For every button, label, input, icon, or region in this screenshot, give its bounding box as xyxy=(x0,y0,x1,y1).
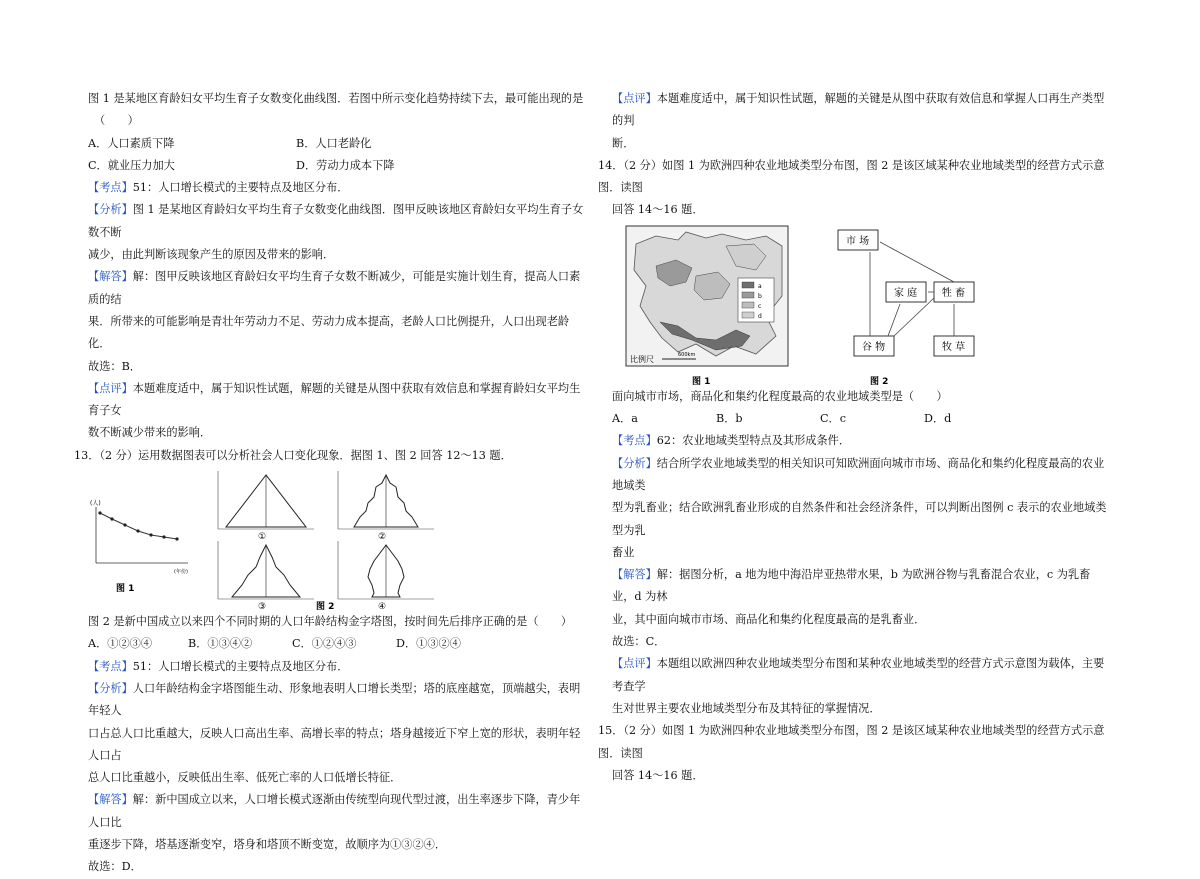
q14-fenxi xyxy=(612,453,1112,498)
q12-stem-paren: （ ） xyxy=(94,114,139,128)
q13-options xyxy=(88,633,588,655)
jieda-tag: 【解答】 xyxy=(612,568,657,582)
q14-stem: 14．（2 分）如图 1 为欧洲四种农业地域类型分布图，图 2 是该区域某种农业地域类型的经营方式示意图．读图 xyxy=(598,158,1105,195)
q14-option-a: A．a xyxy=(612,412,638,426)
q12-kaodian xyxy=(88,177,588,199)
q14-kaodian xyxy=(612,430,1112,452)
q14-jieda-cont: 业，其中面向城市市场、商品化和集约化程度最高的是乳畜业． xyxy=(612,612,926,626)
right-column xyxy=(598,88,1112,787)
kaodian-text: 51：人口增长模式的主要特点及地区分布． xyxy=(132,181,349,195)
q14-answer: 故选：C． xyxy=(612,635,666,649)
q13-option-b: B．①③④② xyxy=(188,637,253,651)
dianping-tag: 【点评】 xyxy=(612,657,657,671)
fig1-xlabel: (年份) xyxy=(174,569,188,576)
q12-options-row1 xyxy=(88,133,588,155)
q12-fenxi xyxy=(88,199,588,244)
legend-c: c xyxy=(758,302,762,310)
fig1-series-line xyxy=(100,513,177,539)
q12-stem: 图 1 是某地区育龄妇女平均生育子女数变化曲线图．若图中所示变化趋势持续下去，最可能出现的是 xyxy=(88,92,584,105)
q13-jieda-cont: 重逐步下降，塔基逐渐变窄，塔身和塔顶不断变宽，故顺序为①③②④． xyxy=(88,838,447,852)
dianping-text: 本题难度适中，属于知识性试题，解题的关键是从图中获取有效信息和掌握育龄妇女平均生育子女 xyxy=(88,381,581,418)
kaodian-tag: 【考点】 xyxy=(88,181,133,195)
pyramid-4-label: ④ xyxy=(378,602,387,612)
q14-option-b: B．b xyxy=(716,412,743,426)
q14-question: 面向城市市场，商品化和集约化程度最高的农业地域类型是（ ） xyxy=(612,389,948,403)
jieda-text: 解：新中国成立以来，人口增长模式逐渐由传统型向现代型过渡，出生率逐步下降，青少年人口比 xyxy=(88,793,581,829)
legend-d: d xyxy=(758,312,762,320)
q12-options-row2 xyxy=(88,155,588,177)
fenxi-tag: 【分析】 xyxy=(612,456,657,470)
q12-option-b: B．人口老龄化 xyxy=(296,136,372,150)
kaodian-tag: 【考点】 xyxy=(88,659,133,673)
pyramid-2 xyxy=(338,471,434,542)
q14-stem-cont: 回答 14～16 题． xyxy=(612,203,704,217)
fig1-point xyxy=(149,533,152,536)
q13-fenxi xyxy=(88,678,588,723)
q12-option-d: D．劳动力成本下降 xyxy=(296,158,395,172)
q14-figures xyxy=(612,222,1112,386)
q12-option-a: A．人口素质下降 xyxy=(88,136,175,150)
jieda-text: 解：图甲反映该地区育龄妇女平均生育子女数不断减少，可能是实施计划生育，提高人口素质的结 xyxy=(88,270,581,306)
fenxi-text: 图 1 是某地区育龄妇女平均生育子女数变化曲线图．图甲反映该地区育龄妇女平均生育子女数不断 xyxy=(88,203,584,239)
pyramid-1 xyxy=(218,471,314,542)
q12-option-c: C．就业压力加大 xyxy=(88,158,175,172)
fig1-point xyxy=(110,517,113,520)
map-scale-value: 600km xyxy=(678,351,696,358)
map-caption: 图 1 xyxy=(692,376,711,386)
q13-option-d: D．①③②④ xyxy=(396,637,461,651)
fenxi-text: 结合所学农业地域类型的相关知识可知欧洲面向城市市场、商品化和集约化程度最高的农业地域类 xyxy=(612,456,1105,492)
fenxi-tag: 【分析】 xyxy=(88,681,133,695)
q14-fenxi-cont2: 畜业 xyxy=(612,545,635,559)
q14-fenxi-cont: 型为乳畜业；结合欧洲乳畜业形成的自然条件和社会经济条件，可以判断出图例 c 表示的农业地域类型为乳 xyxy=(612,501,1107,537)
q14-options xyxy=(612,408,1112,430)
jieda-tag: 【解答】 xyxy=(88,793,133,807)
q14-dianping xyxy=(612,653,1112,698)
q13-dianping xyxy=(612,88,1112,133)
left-column xyxy=(74,88,588,879)
home-label: 家 庭 xyxy=(894,287,918,299)
pyramid-4 xyxy=(338,541,434,611)
flow-caption: 图 2 xyxy=(870,376,889,386)
q13-fenxi-cont: 口占总人口比重越大，反映人口高出生率、高增长率的特点；塔身越接近下窄上宽的形状，表明年轻人口占 xyxy=(88,726,581,762)
q14-option-c: C．c xyxy=(820,412,847,426)
europe-map xyxy=(626,226,788,386)
fig2-caption: 图 2 xyxy=(316,602,335,612)
pyramid-3 xyxy=(218,541,314,611)
q12-dianping xyxy=(88,378,588,423)
q13-answer: 故选：D． xyxy=(88,860,142,874)
fenxi-tag: 【分析】 xyxy=(88,203,133,217)
q13-question: 图 2 是新中国成立以来四个不同时期的人口年龄结构金字塔图，按时间先后排序正确的是（ ） xyxy=(88,615,573,629)
q12-jieda-cont: 果．所带来的可能影响是青壮年劳动力不足、劳动力成本提高，老龄人口比例提升，人口出现老龄化． xyxy=(88,314,570,351)
fenxi-text: 人口年龄结构金字塔图能生动、形象地表明人口增长类型；塔的底座越宽，顶端越尖，表明年轻人 xyxy=(88,681,581,718)
q14-option-d: D．d xyxy=(924,412,952,426)
fig1-ylabel: (人) xyxy=(90,500,101,508)
fig1-point xyxy=(175,537,178,540)
q12-dianping-cont: 数不断减少带来的影响． xyxy=(88,426,212,440)
q14-jieda xyxy=(612,564,1112,609)
q13-option-c: C．①②④③ xyxy=(292,637,357,651)
dianping-tag: 【点评】 xyxy=(612,92,657,105)
fig1-line-chart xyxy=(90,499,188,594)
q13-option-a: A．①②③④ xyxy=(88,637,153,651)
q12-fenxi-cont: 减少，由此判断该现象产生的原因及带来的影响． xyxy=(88,248,335,262)
agriculture-figures xyxy=(612,222,1112,386)
fig1-point xyxy=(98,511,101,514)
jieda-tag: 【解答】 xyxy=(88,270,133,284)
jieda-text: 解：据图分析，a 地为地中海沿岸亚热带水果，b 为欧洲谷物与乳畜混合农业，c 为乳畜业，d 为林 xyxy=(612,568,1091,604)
q13-figures xyxy=(88,469,588,611)
fig1-point xyxy=(136,529,139,532)
map-legend xyxy=(738,278,774,322)
farming-flow-diagram xyxy=(838,230,974,386)
livestock-label: 牲 畜 xyxy=(942,287,966,299)
q13-dianping-cont: 断． xyxy=(612,136,635,150)
q12-jieda xyxy=(88,266,588,311)
legend-b: b xyxy=(758,292,762,300)
pyramid-1-label: ① xyxy=(258,532,267,543)
pyramid-2-label: ② xyxy=(378,532,387,543)
map-scale-label: 比例尺 xyxy=(630,354,654,364)
q15-stem: 15．（2 分）如图 1 为欧洲四种农业地域类型分布图，图 2 是该区域某种农业地域类型的经营方式示意图．读图 xyxy=(598,724,1105,760)
q13-fenxi-cont2: 总人口比重越小，反映低出生率、低死亡率的人口低增长特征． xyxy=(88,771,402,785)
kaodian-tag: 【考点】 xyxy=(612,434,657,448)
kaodian-text: 62：农业地域类型特点及其形成条件． xyxy=(656,434,851,448)
q13-kaodian xyxy=(88,656,588,678)
grain-label: 谷 物 xyxy=(862,341,886,353)
dianping-tag: 【点评】 xyxy=(88,381,133,395)
q13-jieda xyxy=(88,789,588,834)
pyramid-3-label: ③ xyxy=(258,602,267,612)
dianping-text: 本题难度适中，属于知识性试题，解题的关键是从图中获取有效信息和掌握人口再生产类型的判 xyxy=(612,92,1105,128)
legend-a: a xyxy=(758,282,762,290)
grass-label: 牧 草 xyxy=(942,341,966,353)
fig1-point xyxy=(123,523,126,526)
kaodian-text: 51：人口增长模式的主要特点及地区分布． xyxy=(132,659,349,673)
fig1-caption: 图 1 xyxy=(116,584,135,595)
dianping-text: 本题组以欧洲四种农业地域类型分布图和某种农业地域类型的经营方式示意图为载体，主要考查学 xyxy=(612,657,1105,693)
q14-dianping-cont: 生对世界主要农业地域类型分布及其特征的掌握情况． xyxy=(612,701,881,715)
q13-stem: 13．（2 分）运用数据图表可以分析社会人口变化现象．据图 1、图 2 回答 12～13 题． xyxy=(74,448,512,462)
q15-stem-cont: 回答 14～16 题． xyxy=(612,768,704,782)
fig1-point xyxy=(162,535,165,538)
market-label: 市 场 xyxy=(846,235,870,247)
population-figures xyxy=(88,469,588,611)
q12-answer: 故选：B． xyxy=(88,359,141,373)
